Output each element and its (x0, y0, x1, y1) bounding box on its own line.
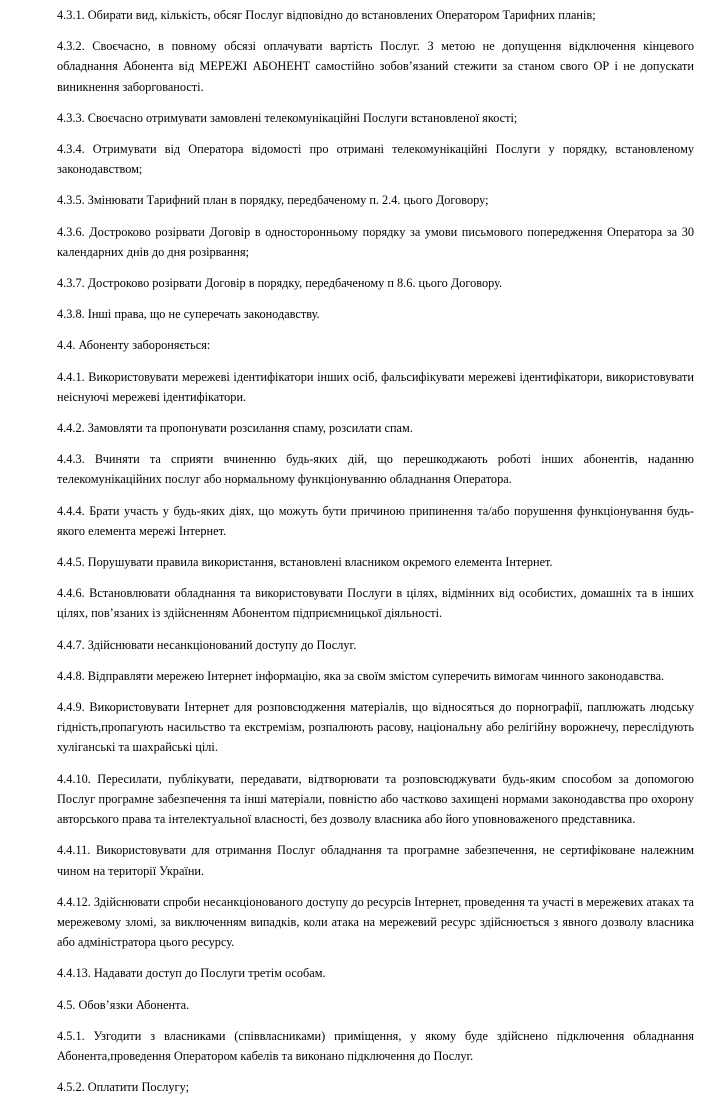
clause-4-3-6: 4.3.6. Достроково розірвати Договір в односторонньому порядку за умови письмового попередження Оператора за 30 календарних днів до дня розірвання; (57, 224, 694, 259)
clause-4-3-2: 4.3.2. Своєчасно, в повному обсязі оплачувати вартість Послуг. З метою не допущення відключення кінцевого обладнання Абонента від МЕРЕЖІ АБОНЕНТ самостійно зобов’язаний стежити за станом свого ОР і не допускати виникнення заборгованості. (57, 39, 694, 94)
section-4-5-heading: 4.5. Обов’язки Абонента. (57, 997, 190, 1012)
clause-4-4-13: 4.4.13. Надавати доступ до Послуги третім особам. (57, 966, 326, 981)
clause-4-5-1: 4.5.1. Узгодити з власниками (співвласниками) приміщення, у якому буде здійснено підключення обладнання Абонента,проведення Оператором кабелів та виконано підключення до Послуг. (57, 1028, 694, 1063)
clause-4-4-5: 4.4.5. Порушувати правила використання, встановлені власником окремого елемента Інтернет. (57, 555, 553, 570)
clause-4-3-7: 4.3.7. Достроково розірвати Договір в порядку, передбаченому п 8.6. цього Договору. (57, 276, 503, 291)
clause-4-4-6: 4.4.6. Встановлювати обладнання та використовувати Послуги в цілях, відмінних від особистих, домашніх та в інших цілях, пов’язаних із здійсненням Абонентом підприємницької діяльності. (57, 586, 694, 621)
clause-4-4-2: 4.4.2. Замовляти та пропонувати розсилання спаму, розсилати спам. (57, 421, 413, 436)
clause-4-4-4: 4.4.4. Брати участь у будь-яких діях, що можуть бути причиною припинення та/або порушення функціонування будь-якого елемента мережі Інтернет. (57, 503, 694, 538)
clause-4-3-8: 4.3.8. Інші права, що не суперечать законодавству. (57, 307, 320, 322)
clause-4-3-5: 4.3.5. Змінювати Тарифний план в порядку, передбаченому п. 2.4. цього Договору; (57, 193, 489, 208)
clause-4-4-7: 4.4.7. Здійснювати несанкціонований доступу до Послуг. (57, 637, 357, 652)
clause-4-4-3: 4.4.3. Вчиняти та сприяти вчиненню будь-яких дій, що перешкоджають роботі інших абонентів, наданню телекомунікаційних послуг або нормальному функціонуванню обладнання Оператора. (57, 452, 694, 487)
clause-4-4-1: 4.4.1. Використовувати мережеві ідентифікатори інших осіб, фальсифікувати мережеві ідентифікатори, використовувати неіснуючі мережеві ідентифікатори. (57, 369, 694, 404)
clause-4-4-10: 4.4.10. Пересилати, публікувати, передавати, відтворювати та розповсюджувати будь-яким способом за допомогою Послуг програмне забезпечення та інші матеріали, повністю або частково захищені нормами законодавства про охорону авторського права та інтелектуальної власності, без дозволу власника або його уповноваженого представника. (57, 771, 694, 827)
clause-4-5-2: 4.5.2. Оплатити Послугу; (57, 1080, 189, 1095)
clause-4-4-8: 4.4.8. Відправляти мережею Інтернет інформацію, яка за своїм змістом суперечить вимогам чинного законодавства. (57, 668, 665, 683)
section-4-4-heading: 4.4. Абоненту забороняється: (57, 338, 211, 353)
clause-4-3-1: 4.3.1. Обирати вид, кількість, обсяг Послуг відповідно до встановлених Оператором Тарифних планів; (57, 8, 596, 22)
clause-4-4-12: 4.4.12. Здійснювати спроби несанкціонованого доступу до ресурсів Інтернет, проведення та участі в мережевих атаках та мережевому зломі, за виключенням випадків, коли атака на мережевий ресурс здійснюється з явного дозволу власника або адміністратора цього ресурсу. (57, 894, 694, 950)
clause-4-3-4: 4.3.4. Отримувати від Оператора відомості про отримані телекомунікаційні Послуги у порядку, встановленому законодавством; (57, 142, 694, 177)
document-page (57, 0, 694, 1108)
clause-4-4-11: 4.4.11. Використовувати для отримання Послуг обладнання та програмне забезпечення, не сертифіковане належним чином на території України. (57, 843, 694, 878)
clause-4-4-9: 4.4.9. Використовувати Інтернет для розповсюдження матеріалів, що відносяться до порнографії, паплюжать людську гідність,пропагують насильство та екстремізм, розпалюють расову, національну або релігійну ворожнечу, переслідують хуліганські та шахрайські цілі. (57, 700, 694, 755)
clause-4-3-3: 4.3.3. Своєчасно отримувати замовлені телекомунікаційні Послуги встановленої якості; (57, 110, 518, 125)
